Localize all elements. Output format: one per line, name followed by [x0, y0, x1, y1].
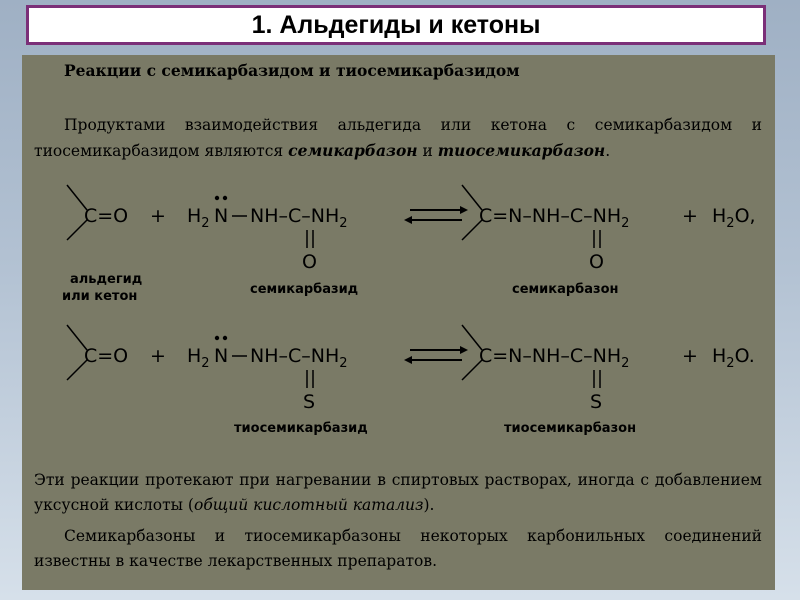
intro-conjunction: и: [417, 142, 438, 160]
r2-nitrogen: N: [214, 345, 229, 367]
r1-plus-2: +: [682, 205, 698, 227]
r1-product: $C=N-NH-C-NH_2$: [479, 205, 630, 231]
r1-plus-1: +: [150, 205, 166, 227]
r1-carbonyl: C=O: [84, 205, 129, 227]
r1-label-carbonyl-2: или кетон: [62, 289, 138, 304]
r2-arrowhead-reverse: [404, 356, 412, 364]
intro-end: .: [605, 142, 611, 160]
r1-arrowhead-reverse: [404, 216, 412, 224]
r1-chain: $NH-C-NH_2$: [250, 205, 348, 231]
r1-label-carbonyl-1: альдегид: [70, 272, 143, 287]
page-title: 1. Альдегиды и кетоны: [251, 10, 541, 39]
r1-lone-pair-1: [215, 196, 219, 200]
r2-plus-2: +: [682, 345, 698, 367]
r2-arrowhead-forward: [460, 346, 468, 354]
r1-product-substituent: O: [589, 251, 604, 273]
r1-substituent: O: [302, 251, 317, 273]
r2-product-substituent: S: [590, 391, 603, 413]
r2-lone-pair-2: [223, 336, 227, 340]
r2-lone-pair-1: [215, 336, 219, 340]
intro-paragraph: [34, 113, 762, 164]
r1-water: $H_2O$,: [712, 205, 756, 231]
r2-h2: $H_2$: [187, 345, 210, 371]
conclusion-2-text: Семикарбазоны и тиосемикарбазоны некоторых карбонильных соединений известны в качестве лекарственных препаратов.: [34, 527, 762, 570]
r2-product: $C=N-NH-C-NH_2$: [479, 345, 630, 371]
r1-lone-pair-2: [223, 196, 227, 200]
r2-chain: $NH-C-NH_2$: [250, 345, 348, 371]
intro-text: Продуктами взаимодействия альдегида или кетона с семикарбазидом и тиосемикарбазидом являются: [34, 116, 762, 160]
conclusion-paragraph-1: [34, 468, 762, 518]
r2-label-reagent: тиосемикарбазид: [234, 421, 368, 435]
title-box: [26, 5, 766, 45]
r2-water: $H_2O$.: [712, 345, 755, 371]
intro-term-thiosemicarbazone: тиосемикарбазон: [437, 141, 606, 160]
conclusion-paragraph-2: [34, 524, 762, 574]
r1-h2: $H_2$: [187, 205, 210, 231]
reaction-1: [22, 180, 775, 305]
r1-nitrogen: N: [214, 205, 229, 227]
r2-label-product: тиосемикарбазон: [504, 421, 637, 435]
reaction-2: [22, 320, 775, 435]
r2-plus-1: +: [150, 345, 166, 367]
intro-term-semicarbazone: семикарбазон: [288, 141, 418, 160]
r1-arrowhead-forward: [460, 206, 468, 214]
section-heading: Реакции с семикарбазидом и тиосемикарбазидом: [64, 61, 520, 80]
r2-carbonyl: C=O: [84, 345, 129, 367]
r1-label-product: семикарбазон: [512, 282, 619, 297]
conclusion-1-text: Эти реакции протекают при нагревании в спиртовых растворах, иногда с добавлением уксусной кислоты (: [34, 471, 762, 514]
content-panel: [22, 55, 775, 590]
conclusion-1-end: ).: [423, 496, 435, 514]
r2-substituent: S: [303, 391, 316, 413]
conclusion-1-emphasis: общий кислотный катализ: [193, 496, 424, 514]
r1-label-reagent: семикарбазид: [250, 282, 359, 297]
